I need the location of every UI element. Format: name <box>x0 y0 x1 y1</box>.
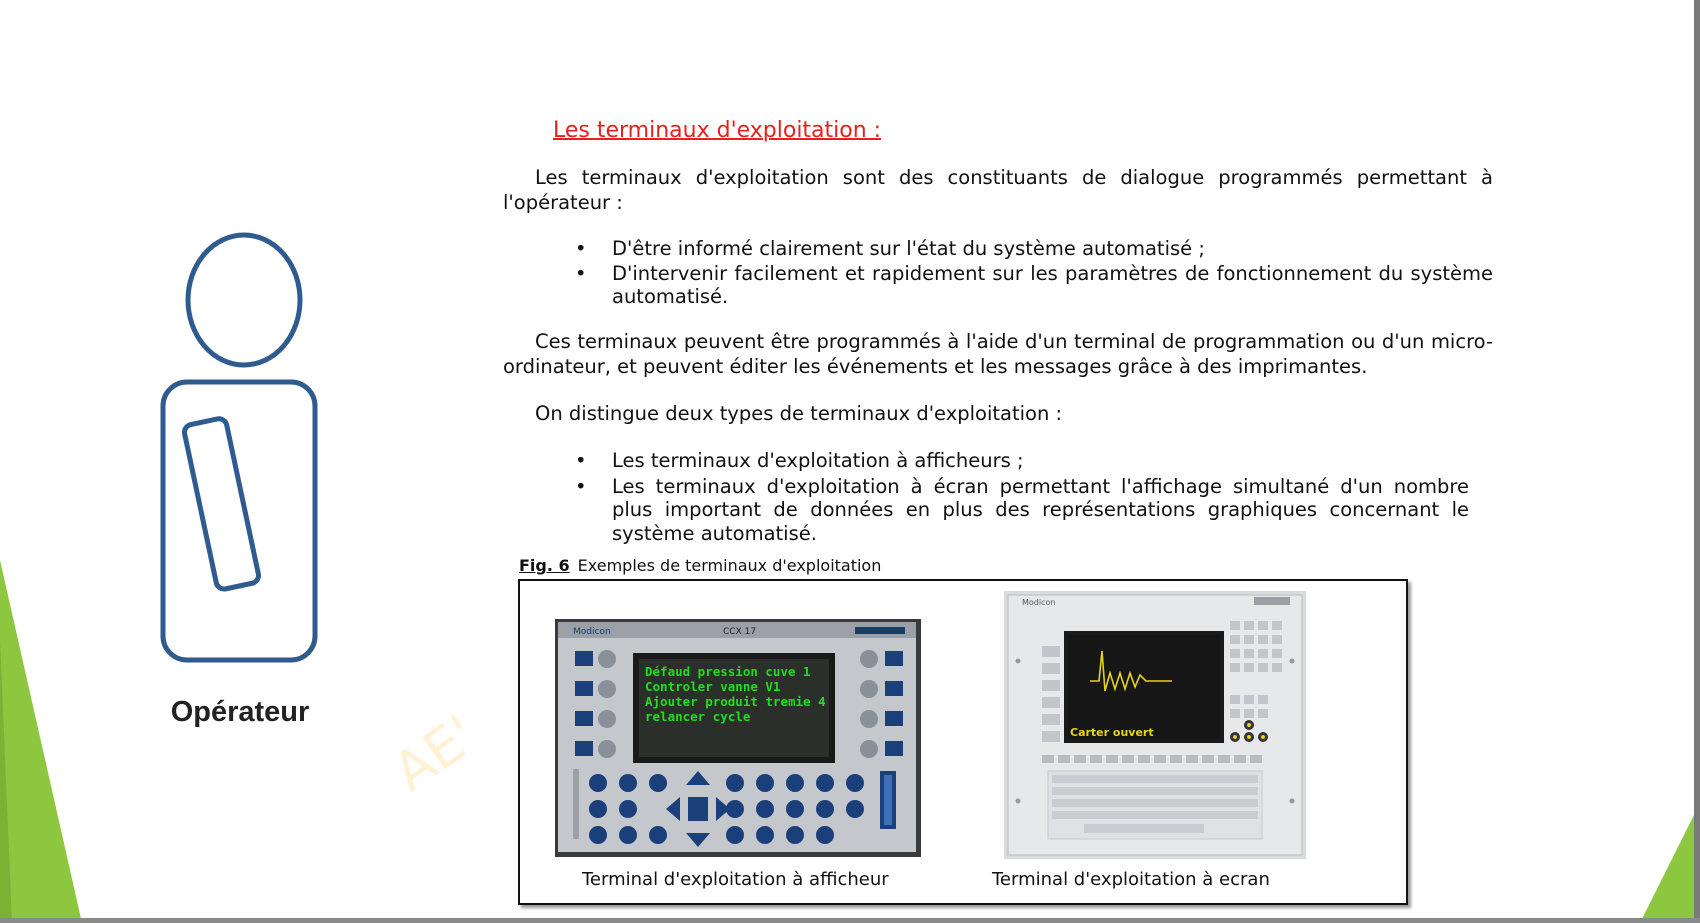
operator-label: Opérateur <box>170 696 310 728</box>
programming-text: Ces terminaux peuvent être programmés à l'aide d'un terminal de programmation ou d'un micro-ordinateur, et peuvent éditer les événements et les messages grâce à des imprimantes. <box>503 330 1493 378</box>
green-triangle-right <box>1640 815 1694 923</box>
bullet-list-types <box>575 449 1469 547</box>
list-item: • Les terminaux d'exploitation à écran permettant l'affichage simultané d'un nombre plus important de données en plus des représentations graphiques concernant le système automatisé. <box>575 475 1469 546</box>
intro-paragraph <box>503 166 1493 215</box>
device-brand: Modicon <box>573 627 611 637</box>
crt-text: Carter ouvert <box>1070 726 1154 739</box>
lcd-line: relancer cycle <box>645 709 751 724</box>
bullet-list-goals <box>575 237 1493 310</box>
device-model: CCX 17 <box>723 627 757 637</box>
figure-number: Fig. 6 <box>519 556 570 575</box>
green-triangle-left <box>0 560 82 923</box>
lcd-line: Défaud pression cuve 1 <box>645 664 811 679</box>
list-item: • D'intervenir facilement et rapidement sur les paramètres de fonctionnement du système automatisé. <box>575 262 1493 308</box>
figure-caption <box>519 556 881 575</box>
screen-terminal-image <box>1004 591 1306 859</box>
watermark: AE' <box>381 703 489 804</box>
programming-paragraph <box>503 330 1493 379</box>
list-item: • Les terminaux d'exploitation à afficheurs ; <box>575 449 1469 473</box>
section-title: Les terminaux d'exploitation : <box>553 118 882 143</box>
figure-frame <box>518 579 1408 905</box>
screen-terminal-caption: Terminal d'exploitation à ecran <box>992 869 1270 890</box>
lcd-line: Controler vanne V1 <box>645 679 781 694</box>
slide-right-edge <box>1694 0 1700 923</box>
slide-bottom-edge <box>0 918 1700 923</box>
lcd-line: Ajouter produit tremie 4 <box>645 694 826 709</box>
types-text: On distingue deux types de terminaux d'exploitation : <box>535 402 1063 425</box>
intro-text: Les terminaux d'exploitation sont des constituants de dialogue programmés permettant à l'opérateur : <box>503 166 1493 214</box>
types-paragraph <box>503 402 1493 427</box>
list-item: • D'être informé clairement sur l'état du système automatisé ; <box>575 237 1493 260</box>
figure-caption-text: Exemples de terminaux d'exploitation <box>577 556 882 575</box>
display-terminal-image <box>555 619 921 857</box>
device-brand: Modicon <box>1022 598 1056 607</box>
display-terminal-caption: Terminal d'exploitation à afficheur <box>582 869 889 890</box>
person-icon <box>155 230 330 670</box>
